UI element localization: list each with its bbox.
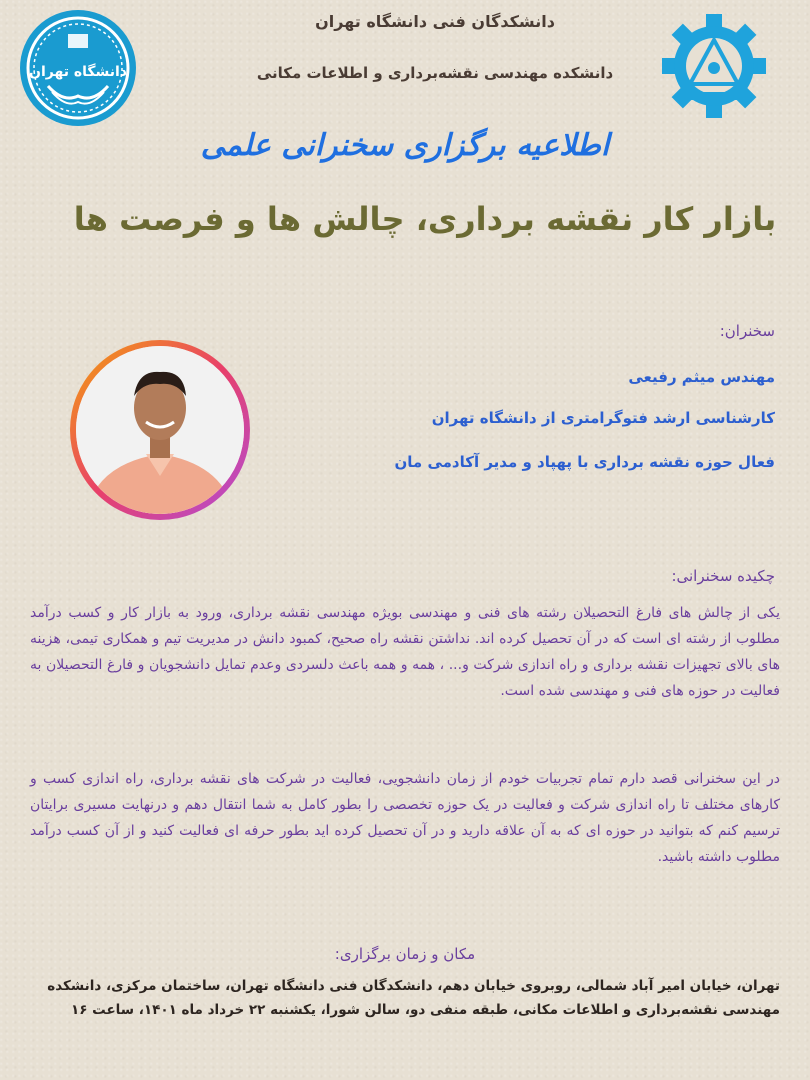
speaker-degree: کارشناسی ارشد فتوگرامتری از دانشگاه تهران [431, 409, 775, 427]
talk-title: بازار کار نقشه برداری، چالش ها و فرصت ها [73, 200, 777, 238]
abstract-paragraph-2: در این سخنرانی قصد دارم تمام تجربیات خودم از زمان دانشجویی، فعالیت در شرکت های نقشه برداری، راه اندازی کسب و کارهای مختلف تا راه اندازی شرکت و فعالیت در یک حوزه تخصصی را بطور کامل به شما انتقال دهم و درنهایت مسیری برایتان ترسیم کنم که بتوانید در حوزه ای که به آن علاقه دارید و در آن تحصیل کرده اید بطور حرفه ای فعالیت کنید و از آن کسب درآمد مطلوب داشته باشید. [30, 771, 780, 865]
speaker-name: مهندس میثم رفیعی [628, 368, 775, 386]
university-name: دانشکدگان فنی دانشگاه تهران [315, 12, 555, 31]
announcement-heading: اطلاعیه برگزاری سخنرانی علمی [200, 128, 610, 163]
svg-text:دانشگاه تهران: دانشگاه تهران [29, 64, 127, 80]
faculty-name: دانشکده مهندسی نقشه‌برداری و اطلاعات مکانی [256, 64, 614, 82]
speaker-photo [70, 340, 250, 520]
speaker-role: فعال حوزه نقشه برداری با پهپاد و مدیر آکادمی مان [394, 453, 775, 471]
venue-details: تهران، خیابان امیر آباد شمالی، روبروی خیابان دهم، دانشکدگان فنی دانشگاه تهران، ساختمان مرکزی، دانشکده مهندسی نقشه‌برداری و اطلاعات مکانی، طبقه منفی دو، سالن شورا، یکشنبه ۲۲ خرداد ماه ۱۴۰۱، ساعت ۱۶ [47, 978, 780, 1018]
abstract-paragraph-1: یکی از چالش های فارغ التحصیلان رشته های فنی و مهندسی بویژه مهندسی نقشه برداری، ورود به بازار کار و کسب درآمد مطلوب از رشته ای است که در آن تحصیل کرده اند. نداشتن نقشه راه صحیح، کمبود دانش در مدیریت تیم و همکاری تیمی، هزینه های بالای تجهیزات نقشه برداری و راه اندازی شرکت و... ، همه و همه باعث دلسردی وعدم تمایل دانشجویان و فارغ التحصیلان به فعالیت در حوزه های فنی و مهندسی شده است. [30, 605, 780, 699]
venue-label: مکان و زمان برگزاری: [334, 945, 476, 963]
abstract-label: چکیده سخنرانی: [671, 567, 775, 585]
speaker-label: سخنران: [719, 322, 775, 340]
